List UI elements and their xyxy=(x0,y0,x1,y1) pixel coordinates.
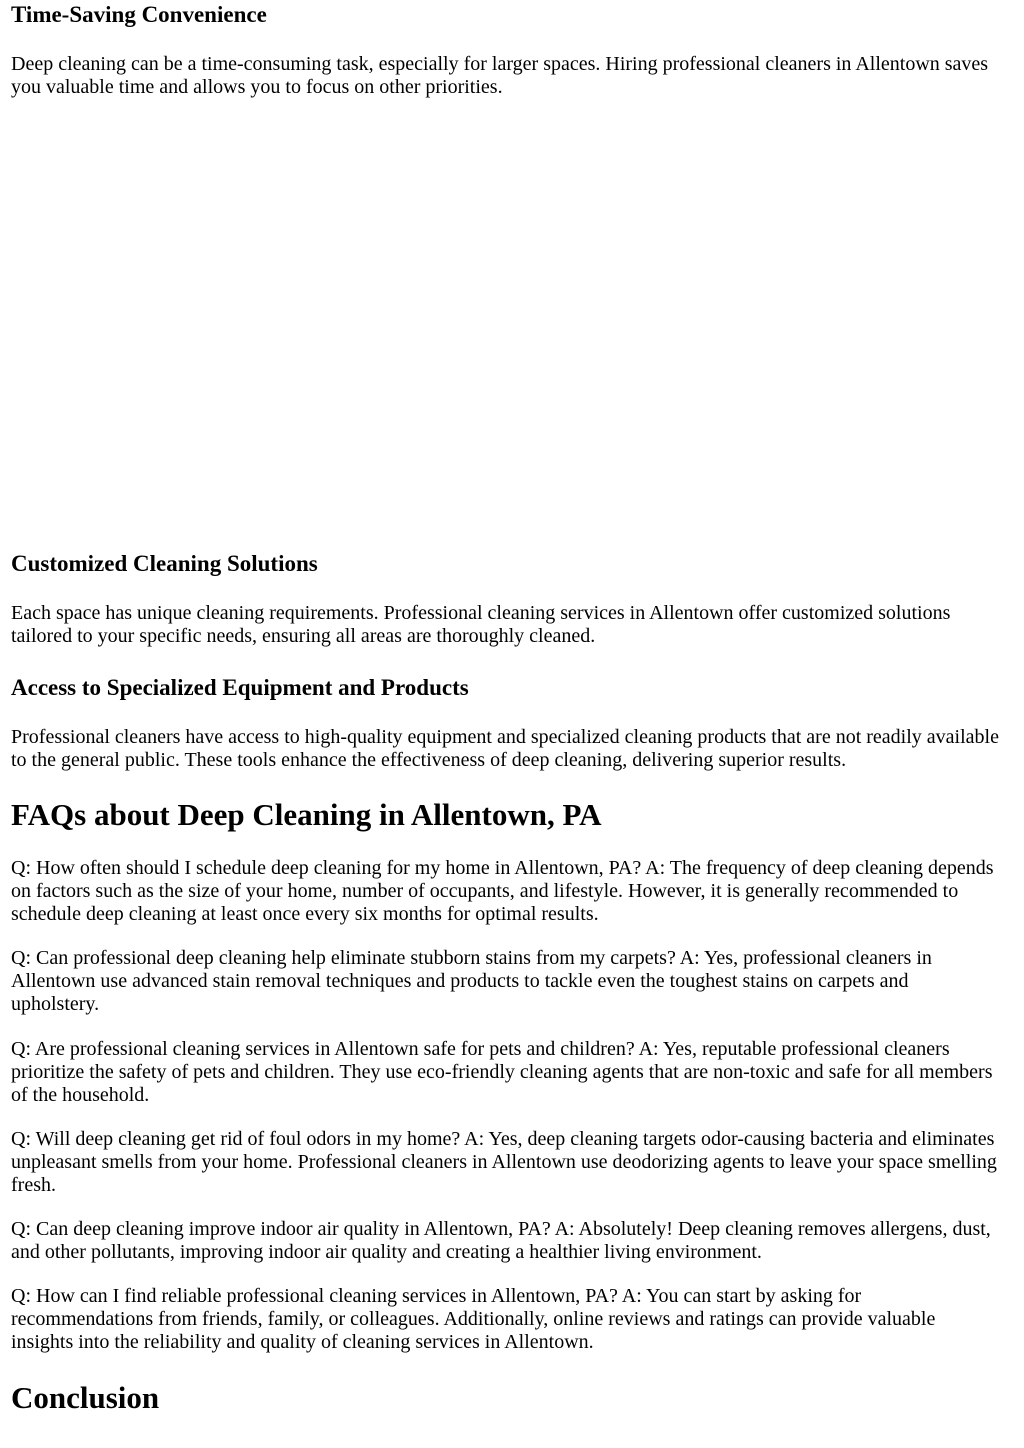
blank-image-area xyxy=(11,110,1001,540)
faq-item: Q: Can deep cleaning improve indoor air quality in Allentown, PA? A: Absolutely! Deep cleaning removes allergens, dust, and other pollutants, improving indoor air quality and creating a healthier living environment. xyxy=(11,1218,991,1263)
faq-item: Q: How can I find reliable professional cleaning services in Allentown, PA? A: You can start by asking for recommendations from friends, family, or colleagues. Additionally, online reviews and ratings can provide valuable insights into the reliability and quality of cleaning services in Allentown. xyxy=(11,1285,936,1353)
section-heading-equipment: Access to Specialized Equipment and Products xyxy=(11,675,469,700)
faq-heading: FAQs about Deep Cleaning in Allentown, PA xyxy=(11,797,602,832)
section-heading-time-saving: Time-Saving Convenience xyxy=(11,2,267,27)
faq-item: Q: Can professional deep cleaning help eliminate stubborn stains from my carpets? A: Yes, professional cleaners in Allentown use advanced stain removal techniques and products to tackle even the toughest stains on carpets and upholstery. xyxy=(11,947,932,1015)
section-body-equipment: Professional cleaners have access to high-quality equipment and specialized cleaning products that are not readily available to the general public. These tools enhance the effectiveness of deep cleaning, delivering superior results. xyxy=(11,726,999,771)
conclusion-heading: Conclusion xyxy=(11,1380,160,1415)
faq-item: Q: How often should I schedule deep cleaning for my home in Allentown, PA? A: The frequency of deep cleaning depends on factors such as the size of your home, number of occupants, and lifestyle. However, it is generally recommended to schedule deep cleaning at least once every six months for optimal results. xyxy=(11,857,994,925)
faq-item: Q: Will deep cleaning get rid of foul odors in my home? A: Yes, deep cleaning targets odor-causing bacteria and eliminates unpleasant smells from your home. Professional cleaners in Allentown use deodorizing agents to leave your space smelling fresh. xyxy=(11,1128,997,1196)
section-heading-customized: Customized Cleaning Solutions xyxy=(11,551,318,576)
faq-item: Q: Are professional cleaning services in Allentown safe for pets and children? A: Yes, reputable professional cleaners prioritize the safety of pets and children. They use eco-friendly cleaning agents that are non-toxic and safe for all members of the household. xyxy=(11,1038,993,1106)
section-body-customized: Each space has unique cleaning requirements. Professional cleaning services in Allentown offer customized solutions tailored to your specific needs, ensuring all areas are thoroughly cleaned. xyxy=(11,602,951,647)
section-body-time-saving: Deep cleaning can be a time-consuming task, especially for larger spaces. Hiring professional cleaners in Allentown saves you valuable time and allows you to focus on other priorities. xyxy=(11,53,989,98)
